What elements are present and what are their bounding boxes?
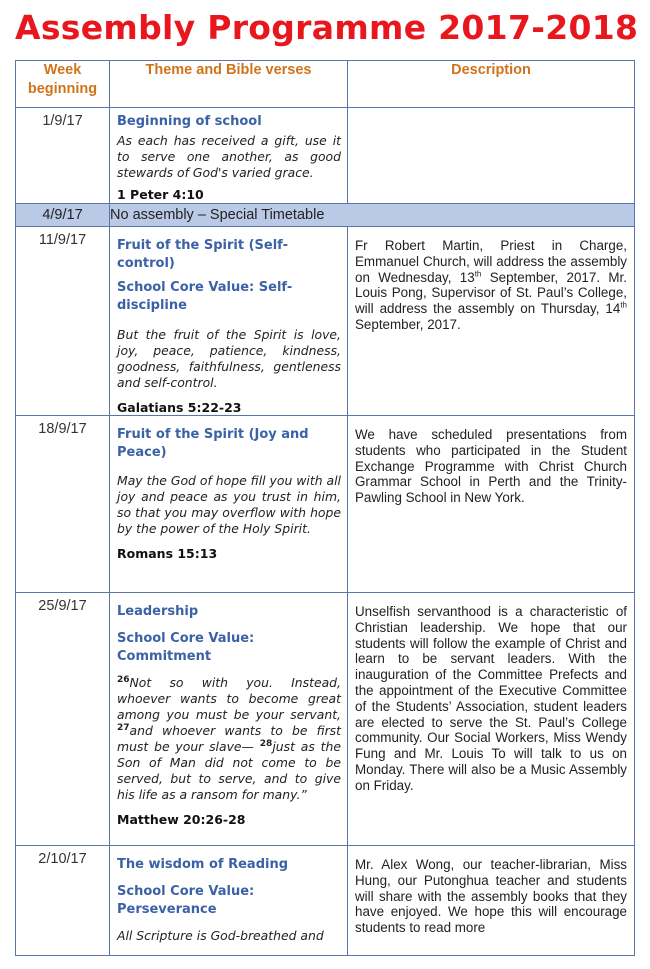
verse-number: 26: [117, 674, 130, 685]
verse-reference: Romans 15:13: [117, 546, 218, 561]
description-cell: Mr. Alex Wong, our teacher-librarian, Miss Hung, our Putonghua teacher and students will share with the assembly books that they have enjoyed. We hope this will encourage students to read more: [348, 846, 635, 956]
theme-title: The wisdom of Reading: [117, 857, 289, 872]
table-row: [16, 593, 635, 846]
table-row-banner: [16, 204, 635, 227]
week-cell: 11/9/17: [16, 227, 110, 416]
no-assembly-note: No assembly – Special Timetable: [110, 204, 635, 227]
core-value: School Core Value: Commitment: [117, 631, 255, 664]
core-value: School Core Value: Perseverance: [117, 884, 255, 917]
theme-cell: [110, 108, 348, 204]
theme-cell: [110, 593, 348, 846]
description-cell: We have scheduled presentations from students who participated in the Student Exchange Programme with Christ Church Grammar School in Perth and the Trinity-Pawling School in New York.: [348, 416, 635, 593]
verse-reference: 1 Peter 4:10: [117, 187, 204, 202]
table-row: [16, 108, 635, 204]
theme-cell: [110, 846, 348, 956]
desc-text: September, 2017. Mr. Louis Pong, Supervisor of St. Paul’s College, will address the assembly on Thursday, 14: [355, 269, 627, 317]
page-title: Assembly Programme 2017-2018: [15, 8, 639, 47]
week-cell: 25/9/17: [16, 593, 110, 846]
theme-title: Fruit of the Spirit (Joy and Peace): [117, 427, 309, 460]
desc-text: September, 2017.: [355, 316, 461, 332]
verse-reference: Matthew 20:26-28: [117, 812, 246, 827]
description-cell: [348, 227, 635, 416]
header-description: Description: [348, 61, 635, 108]
verse-text: and whoever wants to be first must be your slave—: [117, 723, 341, 754]
table-row: [16, 846, 635, 956]
theme-title: Beginning of school: [117, 114, 262, 129]
verse-number: 27: [117, 722, 130, 733]
description-cell: [348, 108, 635, 204]
header-theme: Theme and Bible verses: [110, 61, 348, 108]
theme-cell: [110, 227, 348, 416]
table-header-row: [16, 61, 635, 108]
table-row: [16, 227, 635, 416]
ordinal-suffix: th: [620, 300, 627, 310]
verse-text: Not so with you. Instead, whoever wants to become great among you must be your servant,: [117, 675, 341, 722]
verse-number: 28: [259, 738, 273, 749]
header-week: Week beginning: [16, 61, 110, 108]
description-cell: Unselfish servanthood is a characteristic of Christian leadership. We hope that our students will follow the example of Christ and learn to be servant leaders. With the inauguration of the Committee Prefects and the appointment of the Executive Committee of the Students’ Association, student leaders are elected to serve the St. Paul’s College community. Our Social Workers, Miss Wendy Fung and Mr. Louis To will talk to us on Monday. There will also be a Music Assembly on Friday.: [348, 593, 635, 846]
bible-verse: [117, 675, 341, 803]
week-cell: 18/9/17: [16, 416, 110, 593]
bible-verse: All Scripture is God-breathed and: [117, 928, 324, 943]
assembly-table: [15, 60, 635, 956]
ordinal-suffix: th: [474, 269, 482, 279]
week-cell: 4/9/17: [16, 204, 110, 227]
week-cell: 1/9/17: [16, 108, 110, 204]
bible-verse: May the God of hope fill you with all joy and peace as you trust in him, so that you may overflow with hope by the power of the Holy Spirit.: [117, 473, 341, 536]
verse-reference: Galatians 5:22-23: [117, 400, 242, 415]
bible-verse: But the fruit of the Spirit is love, joy, peace, patience, kindness, goodness, faithfulness, gentleness and self-control.: [117, 327, 341, 390]
verse-text: just as the Son of Man did not come to be served, but to serve, and to give his life as a ransom for many.”: [117, 739, 341, 802]
core-value: School Core Value: Self-discipline: [117, 280, 293, 313]
desc-text: Fr Robert Martin, Priest in Charge, Emmanuel Church, will address the assembly on Wednesday, 13: [355, 238, 627, 285]
table-row: [16, 416, 635, 593]
theme-title: Fruit of the Spirit (Self-control): [117, 238, 288, 271]
bible-verse: As each has received a gift, use it to serve one another, as good stewards of God's varied grace.: [117, 133, 341, 180]
theme-cell: [110, 416, 348, 593]
week-cell: 2/10/17: [16, 846, 110, 956]
theme-title: Leadership: [117, 604, 199, 619]
